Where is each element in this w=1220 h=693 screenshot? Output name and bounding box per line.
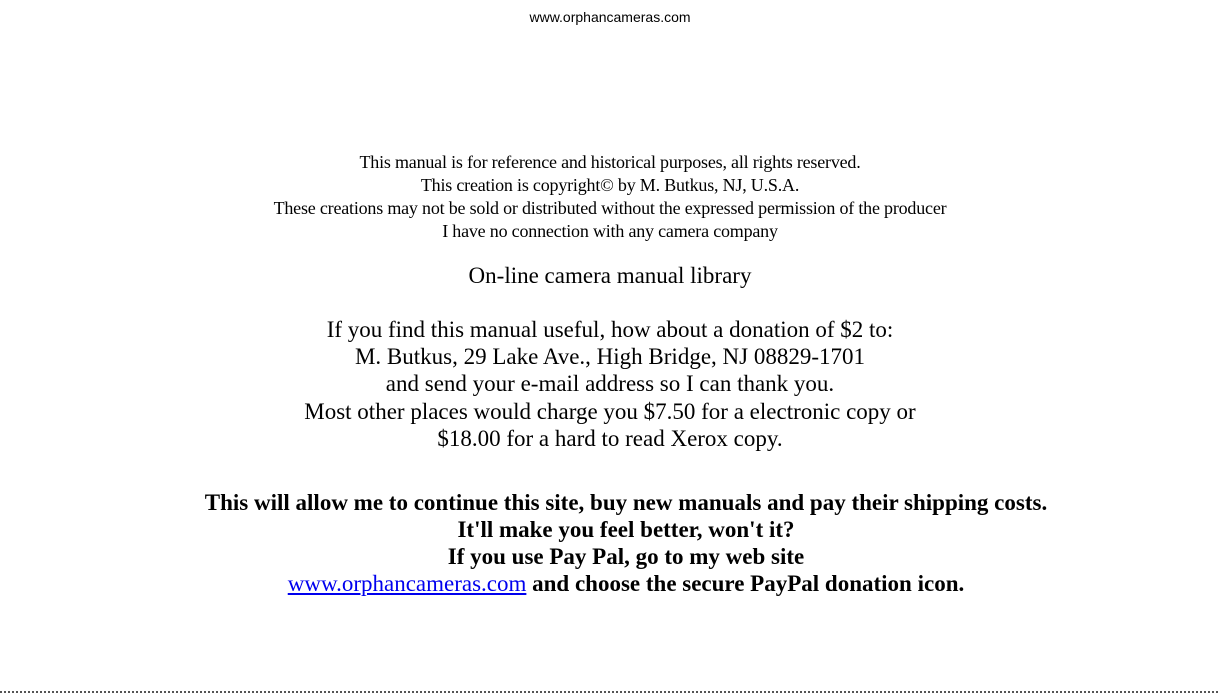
notice-line-no-connection: I have no connection with any camera company	[442, 221, 778, 241]
website-link[interactable]: www.orphancameras.com	[287, 571, 527, 596]
notice-line-distribution: These creations may not be sold or distributed without the expressed permission of the producer	[273, 198, 947, 218]
appeal-line-feel-better: It'll make you feel better, won't it?	[457, 517, 795, 542]
header-url: www.orphancameras.com	[529, 9, 691, 25]
copyright-notice	[0, 151, 1220, 243]
donation-line-xerox: $18.00 for a hard to read Xerox copy.	[437, 425, 783, 451]
appeal-line-donation-icon: and choose the secure PayPal donation icon.	[526, 571, 965, 596]
donation-request	[0, 316, 1220, 452]
appeal-line-website	[0, 570, 1220, 597]
library-title: On-line camera manual library	[468, 263, 752, 288]
appeal-line-continue-site: This will allow me to continue this site, buy new manuals and pay their shipping costs.	[204, 490, 1048, 515]
donation-line-amount: If you find this manual useful, how about a donation of $2 to:	[326, 317, 894, 342]
notice-line-copyright: This creation is copyright© by M. Butkus, NJ, U.S.A.	[420, 175, 800, 195]
donation-line-address: M. Butkus, 29 Lake Ave., High Bridge, NJ 08829-1701	[354, 344, 865, 370]
notice-line-reference: This manual is for reference and historical purposes, all rights reserved.	[359, 152, 861, 172]
donation-line-email: and send your e-mail address so I can thank you.	[385, 371, 835, 397]
donation-line-other-places: Most other places would charge you $7.50 for a electronic copy or	[304, 398, 916, 424]
donation-appeal	[0, 489, 1220, 597]
appeal-line-paypal: If you use Pay Pal, go to my web site	[447, 544, 805, 569]
